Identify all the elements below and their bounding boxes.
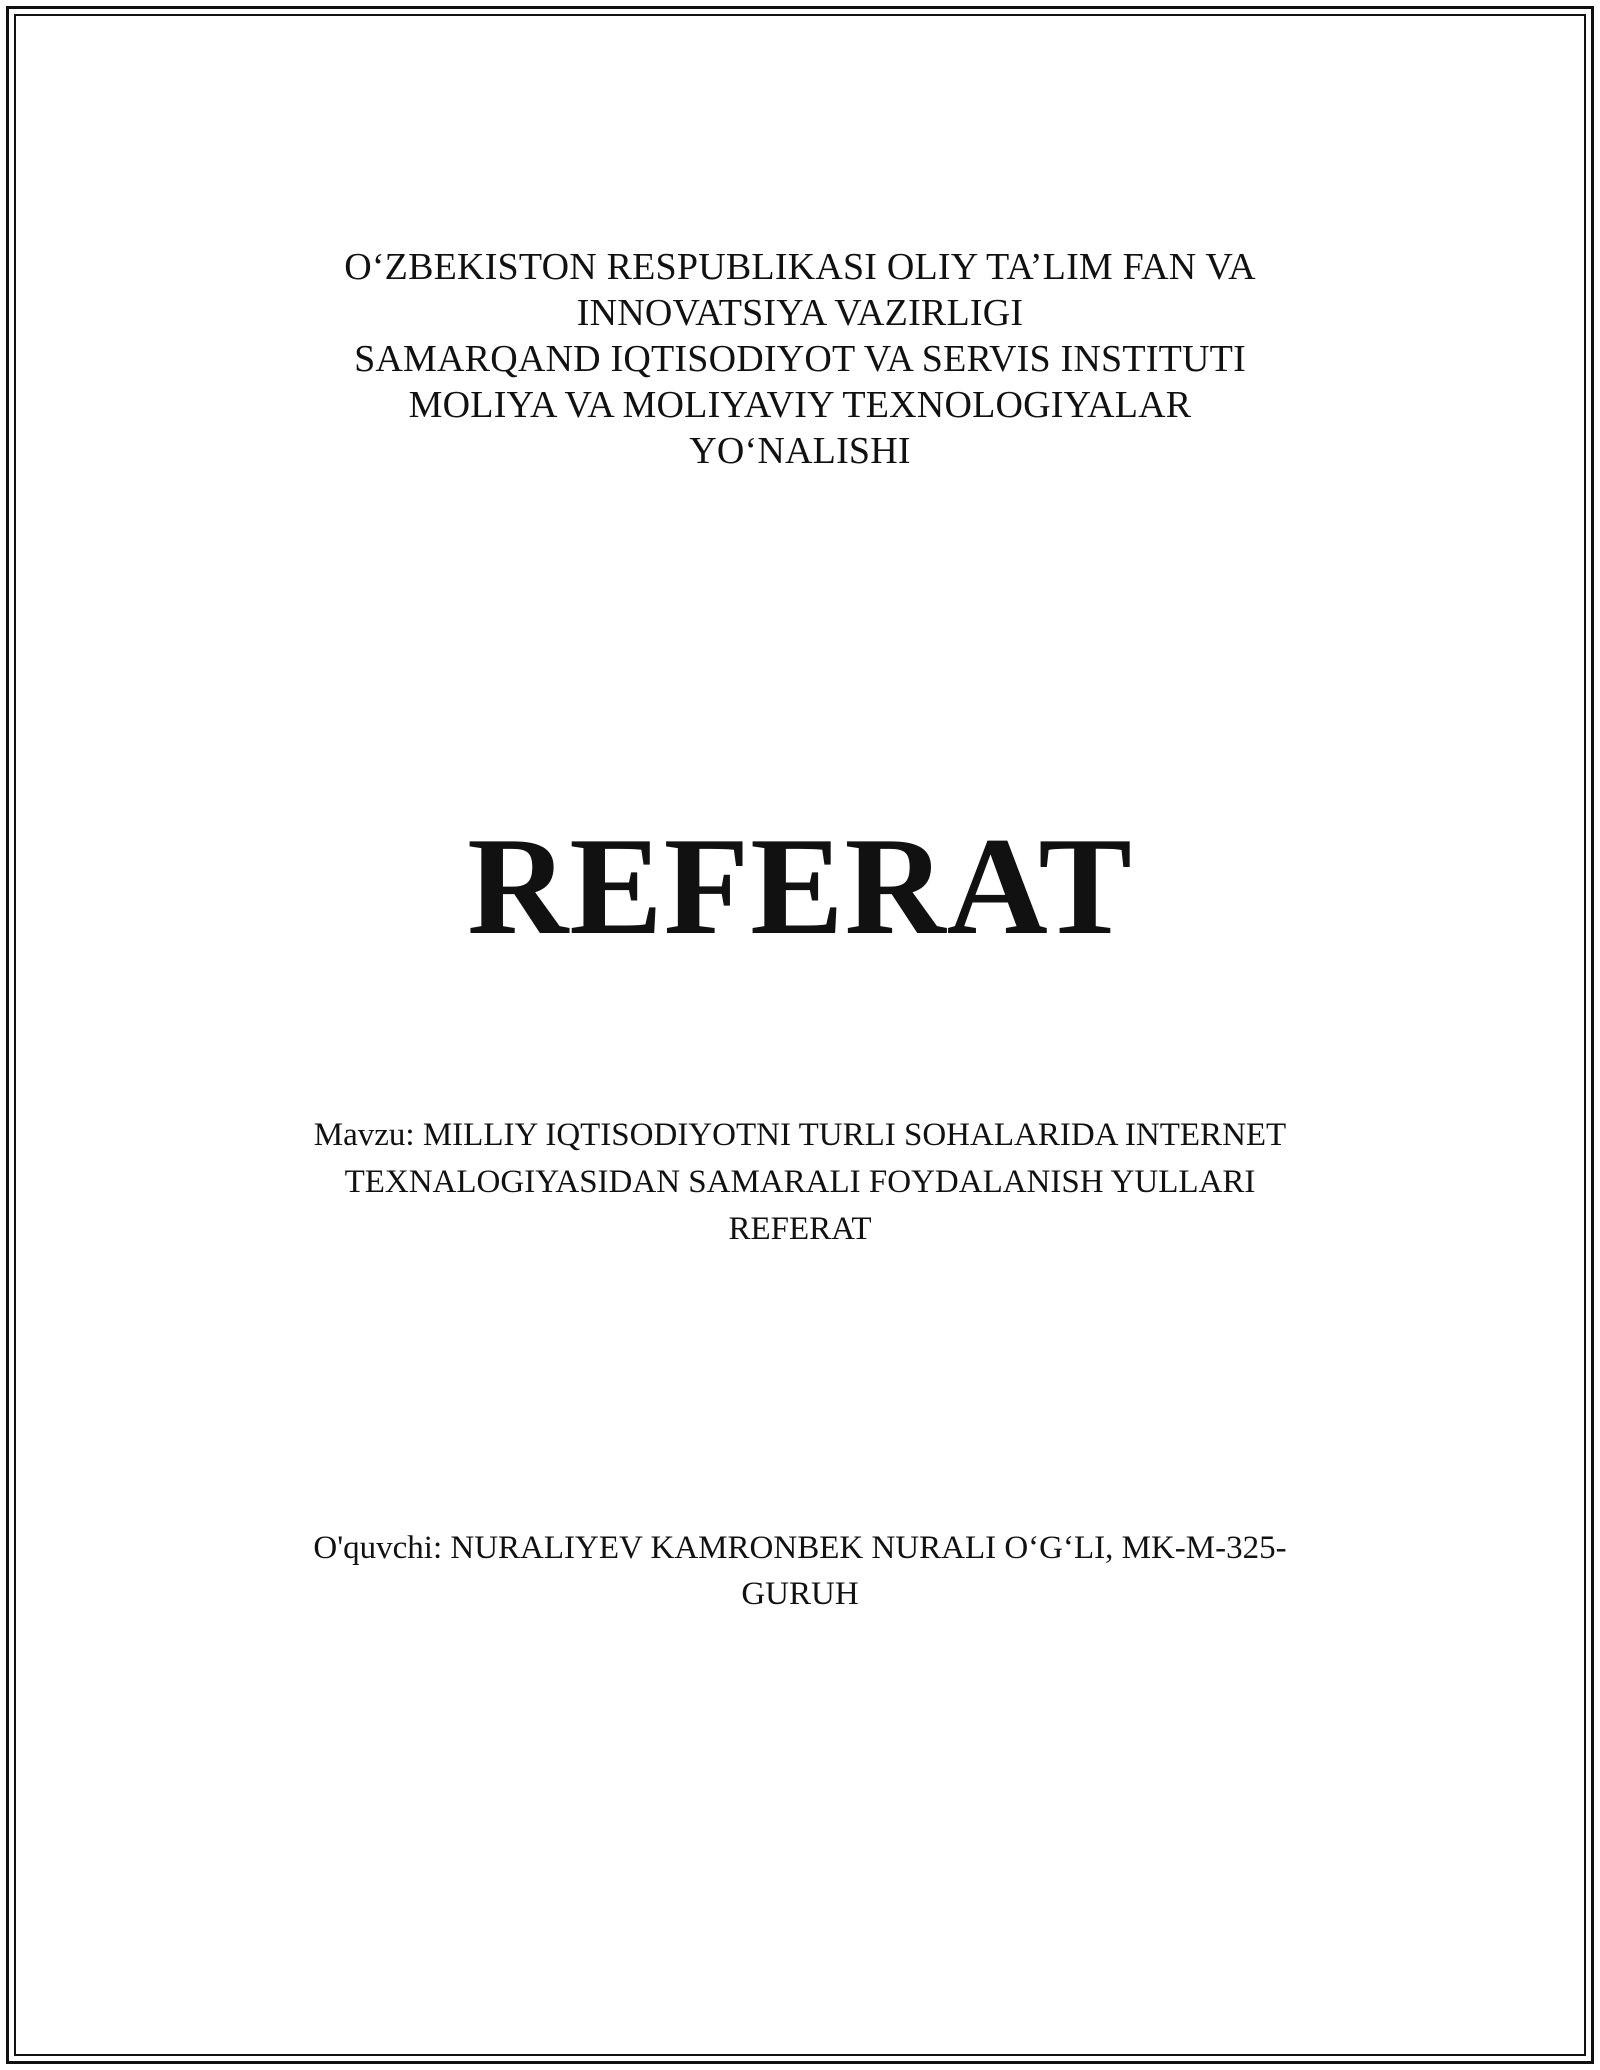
topic-block — [200, 1112, 1400, 1253]
student-block — [200, 1525, 1400, 1617]
student-line: O'quvchi: NURALIYEV KAMRONBEK NURALI O‘G‘LI, MK-M-325- — [313, 1530, 1287, 1566]
topic-line: Mavzu: MILLIY IQTISODIYOTNI TURLI SOHALARIDA INTERNET — [313, 1117, 1287, 1153]
document-title: REFERAT — [467, 809, 1133, 964]
topic-line: TEXNALOGIYASIDAN SAMARALI FOYDALANISH YULLARI — [344, 1164, 1256, 1200]
student-line: GURUH — [741, 1576, 859, 1612]
header-line: INNOVATSIYA VAZIRLIGI — [576, 292, 1024, 334]
header-line: MOLIYA VA MOLIYAVIY TEXNOLOGIYALAR — [408, 384, 1192, 426]
topic-line: REFERAT — [728, 1211, 872, 1247]
header-line: SAMARQAND IQTISODIYOT VA SERVIS INSTITUTI — [354, 338, 1246, 380]
header-line: YO‘NALISHI — [689, 430, 911, 472]
institution-header — [200, 244, 1400, 474]
header-line: O‘ZBEKISTON RESPUBLIKASI OLIY TA’LIM FAN VA — [344, 246, 1256, 288]
